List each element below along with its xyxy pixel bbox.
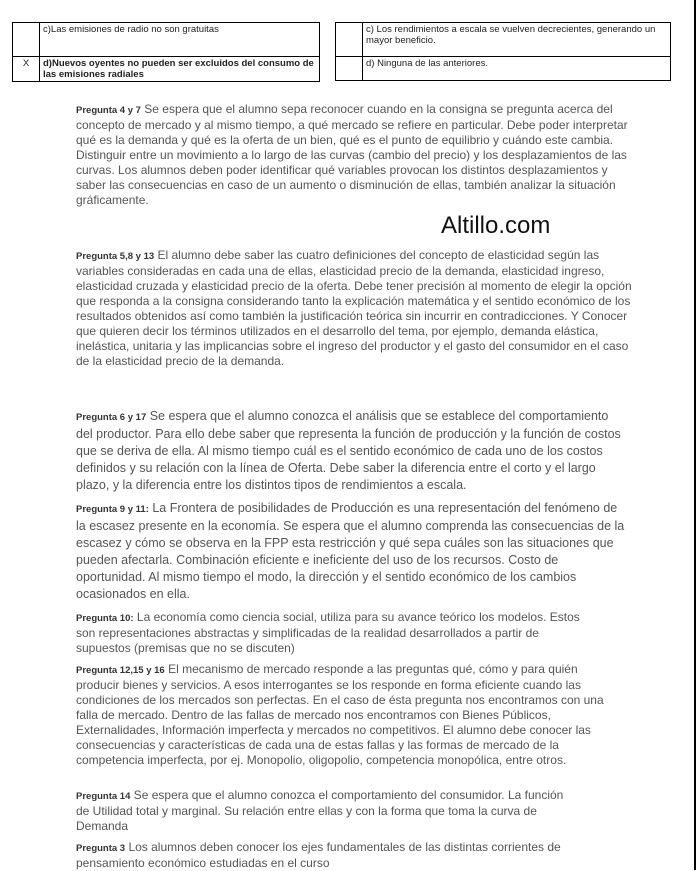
paragraph-text: La economía como ciencia social, utiliza para su avance teórico los modelos. Estos son representaciones abstractas y simplificadas de la realidad desarrollados a partir de supuestos (premisas que no se discuten) bbox=[76, 610, 580, 655]
paragraph-text: Se espera que el alumno conozca el comportamiento del consumidor. La función de Utilidad total y marginal. Su relación entre ellas y con la forma que toma la curva de Demanda bbox=[76, 788, 564, 833]
paragraph bbox=[76, 662, 606, 768]
question-label: Pregunta 5,8 y 13 bbox=[76, 251, 155, 262]
paragraph-text: Se espera que el alumno conozca el análisis que se establece del comportamiento del productor. Para ello debe saber que representa la función de producción y la función de costos que se deriva de ella. Al mismo tiempo cuál es el sentido económico de cada uno de los costos definidos y su relación con la línea de Oferta. Debe saber la diferencia entre el corto y el largo plazo, y la diferencia entre los distintos tipos de rendimientos a escala. bbox=[76, 409, 621, 492]
option-text: c)Las emisiones de radio no son gratuitas bbox=[40, 23, 320, 57]
answer-mark bbox=[336, 23, 363, 57]
question-label: Pregunta 12,15 y 16 bbox=[76, 665, 165, 676]
paragraph bbox=[76, 408, 624, 494]
question-label: Pregunta 3 bbox=[76, 843, 126, 854]
question-label: Pregunta 14 bbox=[76, 791, 131, 802]
paragraph bbox=[76, 500, 628, 603]
options-table-left bbox=[12, 22, 320, 82]
paragraph-text: El alumno debe saber las cuatro definiciones del concepto de elasticidad según las variables consideradas en cada una de ellas, elasticidad precio de la demanda, elasticidad ingreso, elasticidad cruzada y elasticidad precio de la oferta. Debe tener precisión al momento de elegir la opción que responda a la consigna considerando tanto la explicación matemática y el sentido económico de los resultados obtenidos así como también la justificación teórica sin incurrir en contradicciones. Y Conocer que quieren decir los términos utilizados en el desarrollo del tema, por ejemplo, demanda elástica, inelástica, unitaria y las implicancias sobre el ingreso del productor y el gasto del consumidor en el caso de la elasticidad precio de la demanda. bbox=[76, 248, 632, 368]
question-label: Pregunta 10: bbox=[76, 613, 134, 624]
option-row bbox=[13, 23, 320, 57]
paragraph-text: Se espera que el alumno sepa reconocer cuando en la consigna se pregunta acerca del concepto de mercado y al mismo tiempo, a qué mercado se refiere en particular. Debe poder interpretar qué es la demanda y qué es la oferta de un bien, qué es el punto de equilibrio y cuándo este cambia. Distinguir entre un movimiento a lo largo de las curvas (cambio del precio) y los desplazamientos de las curvas. Los alumnos deben poder identificar qué variables provocan los distintos desplazamientos y saber las consecuencias en caso de un aumento o disminución de ellas, también analizar la situación gráficamente. bbox=[76, 102, 628, 207]
paragraph bbox=[76, 840, 596, 871]
paragraph-text: El mecanismo de mercado responde a las preguntas qué, cómo y para quién producir bienes y servicios. A esos interrogantes se los responde en forma eficiente cuando las condiciones de los mercados son perfectas. En el caso de ésta pregunta nos encontramos con una falla de mercado. Dentro de las fallas de mercado nos encontramos con Bienes Públicos, Externalidades, Información imperfecta y mercados no competitivos. El alumno debe conocer las consecuencias y características de cada una de estas fallas y las formas de mercado de la competencia imperfecta, por ej. Monopolio, oligopolio, competencia monopólica, entre otros. bbox=[76, 662, 604, 767]
paragraph-text: Los alumnos deben conocer los ejes fundamentales de las distintas corrientes de pensamiento económico estudiadas en el curso bbox=[76, 840, 561, 870]
page-edge-line bbox=[694, 0, 696, 870]
question-label: Pregunta 4 y 7 bbox=[76, 105, 141, 116]
paragraph bbox=[76, 102, 636, 208]
answer-mark bbox=[336, 57, 363, 81]
options-table-right bbox=[335, 22, 671, 81]
paragraph bbox=[76, 788, 576, 834]
watermark-text: Altillo.com bbox=[441, 212, 551, 239]
paragraph-text: La Frontera de posibilidades de Producción es una representación del fenómeno de la escasez presente en la economía. Se espera que el alumno comprenda las consecuencias de la escasez y cómo se observa en la FPP esta restricción y qué sepa cuáles son las situaciones que pueden afectarla. Combinación eficiente e ineficiente del uso de los recursos. Costo de oportunidad. Al mismo tiempo el modo, la dirección y el sentido económico de los cambios ocasionados en ella. bbox=[76, 501, 625, 601]
question-label: Pregunta 6 y 17 bbox=[76, 412, 147, 423]
paragraph bbox=[76, 248, 636, 369]
paragraph bbox=[76, 610, 596, 656]
option-row bbox=[336, 23, 671, 57]
option-text: d) Ninguna de las anteriores. bbox=[363, 57, 671, 81]
option-text: d)Nuevos oyentes no pueden ser excluidos del consumo de las emisiones radiales bbox=[40, 57, 320, 82]
answer-mark bbox=[13, 23, 40, 57]
question-label: Pregunta 9 y 11: bbox=[76, 504, 149, 515]
option-text: c) Los rendimientos a escala se vuelven decrecientes, generando un mayor beneficio. bbox=[363, 23, 671, 57]
option-row bbox=[336, 57, 671, 81]
answer-mark: X bbox=[13, 57, 40, 82]
option-row bbox=[13, 57, 320, 82]
